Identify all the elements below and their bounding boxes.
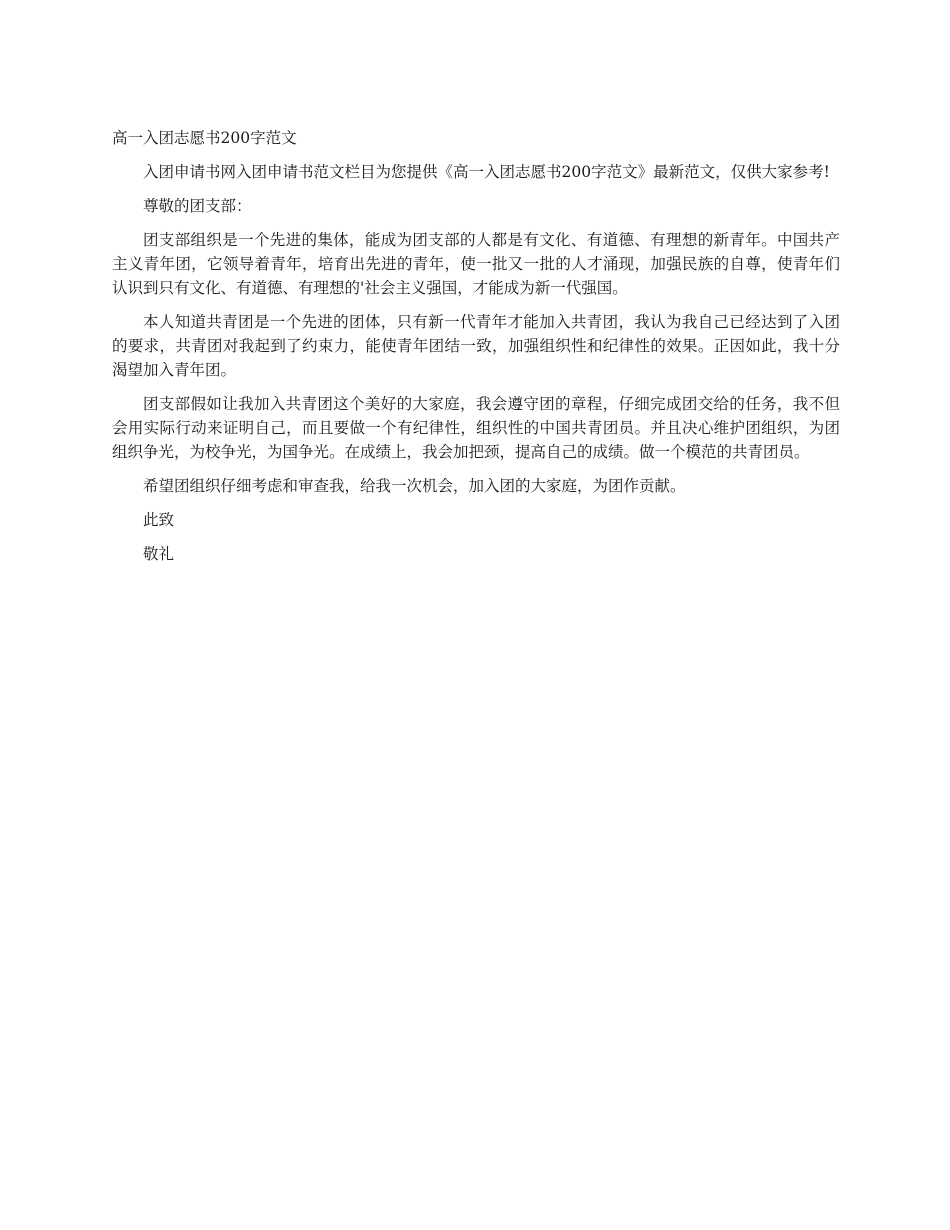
body-paragraph-3: 团支部假如让我加入共青团这个美好的大家庭，我会遵守团的章程，仔细完成团交给的任务，我不但会用实际行动来证明自己，而且要做一个有纪律性，组织性的中国共青团员。并且决心维护团组织，为团组织争光，为校争光，为国争光。在成绩上，我会加把颈，提高自己的成绩。做一个模范的共青团员。 [112, 395, 840, 461]
salutation: 尊敬的团支部： [143, 197, 252, 215]
document-title: 高一入团志愿书200字范文 [112, 129, 297, 147]
intro-paragraph: 入团申请书网入团申请书范文栏目为您提供《高一入团志愿书200字范文》最新范文，仅供大家参考! [143, 163, 830, 181]
body-paragraph-4: 希望团组织仔细考虑和审查我，给我一次机会，加入团的大家庭，为团作贡献。 [143, 477, 686, 495]
body-paragraph-2: 本人知道共青团是一个先进的团体，只有新一代青年才能加入共青团，我认为我自己已经达到了入团的要求，共青团对我起到了约束力，能使青年团结一致，加强组织性和纪律性的效果。正因如此，我十分渴望加入青年团。 [112, 313, 840, 379]
body-paragraph-1: 团支部组织是一个先进的集体，能成为团支部的人都是有文化、有道德、有理想的新青年。中国共产主义青年团，它领导着青年，培育出先进的青年，使一批又一批的人才涌现，加强民族的自尊，使青年们认识到只有文化、有道德、有理想的'社会主义强国，才能成为新一代强国。 [112, 231, 840, 297]
document-page [112, 126, 840, 576]
closing-line: 此致 [143, 511, 175, 529]
closing-regards: 敬礼 [143, 545, 175, 563]
